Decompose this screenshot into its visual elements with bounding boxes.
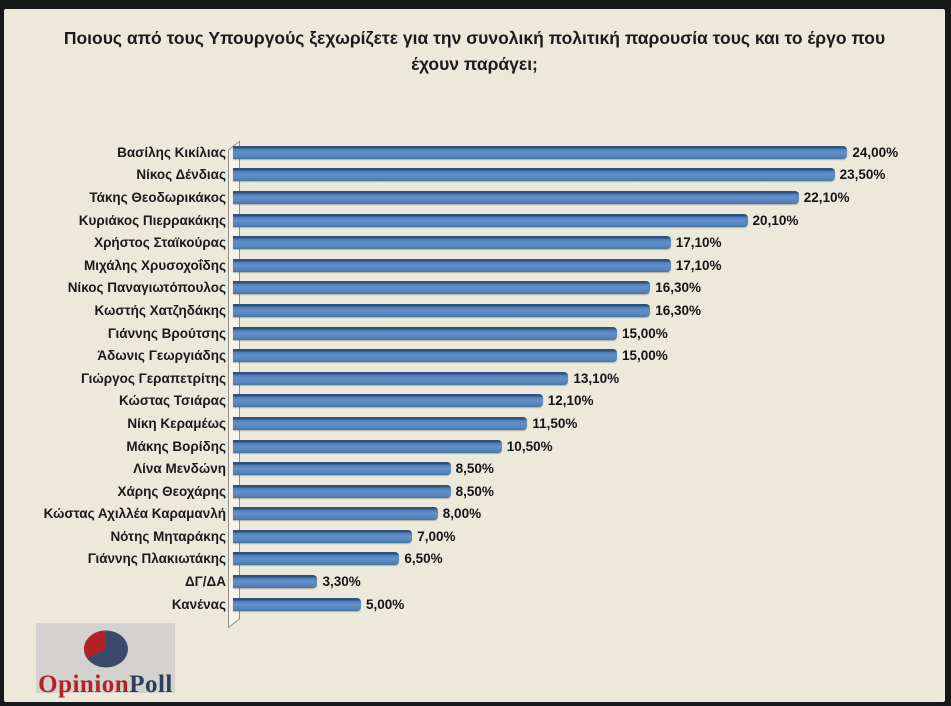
bar-rows [4,141,945,615]
category-label: Τάκης Θεοδωρικάκος [89,189,226,205]
chart-title: Ποιους από τους Υπουργούς ξεχωρίζετε για την συνολική πολιτική παρουσία τους και το έργο που έχουν παράγει; [63,28,886,75]
bar [233,462,451,475]
bar [233,281,650,294]
category-label: Κυριάκος Πιερρακάκης [78,212,226,228]
category-label: Γιάννης Πλακιωτάκης [87,551,226,567]
category-label: Νότης Μηταράκης [110,528,226,544]
category-label: Κώστας Τσιάρας [119,393,226,409]
value-label: 6,50% [404,551,443,567]
category-label: Χάρης Θεοχάρης [117,483,226,499]
bar [233,168,835,181]
bar-row [4,503,945,526]
bar-row [4,593,945,616]
category-label: ΔΓ/ΔΑ [184,574,226,590]
bar-row [4,367,945,390]
bar-row [4,435,945,458]
bar-row [4,231,945,254]
bar-row [4,457,945,480]
bar-row [4,254,945,277]
bar-row [4,548,945,571]
value-label: 10,50% [506,438,553,454]
logo-text [36,672,175,697]
value-label: 8,00% [442,506,482,522]
value-label: 16,30% [655,302,702,318]
category-label: Χρήστος Σταϊκούρας [94,235,226,251]
value-label: 8,50% [455,461,494,477]
bar-row [4,570,945,593]
bar-row [4,525,945,548]
value-label: 22,10% [803,189,850,205]
value-label: 23,50% [839,167,886,183]
bar-row [4,344,945,367]
opinionpoll-logo [36,623,175,698]
category-label: Κώστας Αχιλλέα Καραμανλή [43,506,226,522]
bar [233,304,650,317]
bar [233,327,617,340]
value-label: 24,00% [852,144,899,160]
category-label: Γιάννης Βρούτσης [107,325,226,341]
category-label: Νίκη Κεραμέως [127,415,226,431]
category-label: Μιχάλης Χρυσοχοΐδης [83,257,226,273]
bar-row [4,412,945,435]
bar [233,191,799,204]
category-label: Λίνα Μενδώνη [133,461,226,477]
value-label: 15,00% [622,348,668,364]
category-label: Κανένας [171,596,226,612]
bar [233,552,399,565]
bar-row [4,141,945,164]
pie-chart-icon [80,628,132,670]
value-label: 16,30% [655,280,702,296]
bar [233,440,502,453]
bar-row [4,164,945,187]
value-label: 15,00% [622,325,668,341]
bar-row [4,299,945,322]
value-label: 5,00% [366,596,405,612]
logo-text-poll: Poll [129,671,173,698]
category-label: Γιώργος Γεραπετρίτης [80,370,226,386]
bar [233,394,543,407]
bar [233,417,527,430]
chart-canvas [4,9,945,702]
value-label: 17,10% [675,257,722,273]
value-label: 17,10% [675,235,722,251]
bar-row [4,390,945,413]
value-label: 11,50% [532,415,578,431]
category-label: Άδωνις Γεωργιάδης [97,348,226,364]
value-label: 8,50% [455,483,494,499]
value-label: 13,10% [573,370,620,386]
bar-row [4,209,945,232]
bar [233,259,671,272]
bar-row [4,277,945,300]
bar [233,530,412,543]
bar [233,214,748,227]
bar [233,349,617,362]
value-label: 7,00% [417,528,456,544]
bar-row [4,186,945,209]
bar [233,575,317,588]
category-label: Νίκος Παναγιωτόπουλος [67,280,226,296]
value-label: 20,10% [752,212,799,228]
bar [233,598,361,611]
category-label: Βασίλης Κικίλιας [117,144,226,160]
bar [233,372,568,385]
bar-row [4,322,945,345]
category-label: Νίκος Δένδιας [136,167,226,183]
bar [233,236,671,249]
category-label: Μάκης Βορίδης [126,438,226,454]
bar [233,146,847,159]
bar [233,485,451,498]
category-label: Κωστής Χατζηδάκης [94,302,226,318]
logo-text-opinion: Opinion [38,671,130,698]
bar-row [4,480,945,503]
value-label: 3,30% [322,574,361,590]
value-label: 12,10% [547,393,594,409]
bar [233,507,438,520]
